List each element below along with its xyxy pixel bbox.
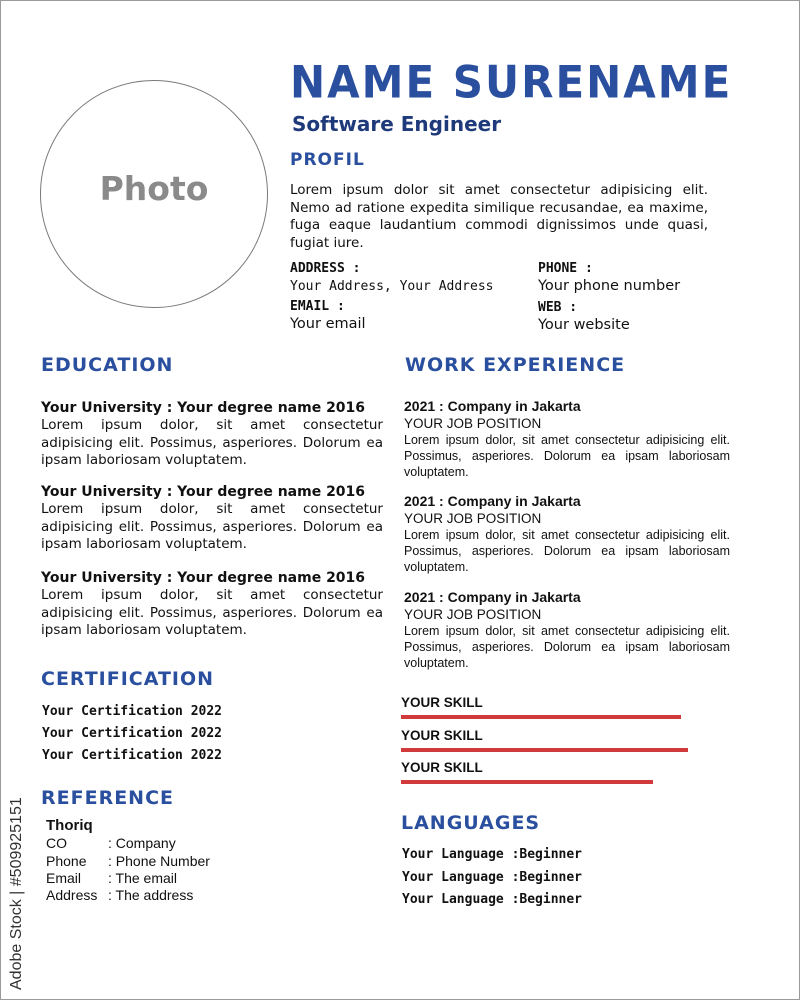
education-item [41,399,383,470]
reference-label: Phone [46,853,87,869]
work-title: 2021 : Company in Jakarta [404,589,581,605]
reference-heading: REFERENCE [41,787,175,809]
work-position: YOUR JOB POSITION [404,511,542,526]
reference-value: : Company [108,835,176,851]
education-title: Your University : Your degree name 2016 [41,484,366,500]
reference-value: : The email [108,870,177,886]
photo-placeholder [40,80,268,308]
certification-item: Your Certification 2022 [42,704,223,719]
language-item: Your Language :Beginner [402,892,583,907]
profile-heading: PROFIL [290,150,365,170]
skill-bar [401,715,681,719]
skill-label: YOUR SKILL [401,695,483,710]
reference-label: CO [46,835,67,851]
certification-item: Your Certification 2022 [42,748,223,763]
phone-label: PHONE : [538,261,593,276]
education-title: Your University : Your degree name 2016 [41,570,366,586]
work-title: 2021 : Company in Jakarta [404,493,581,509]
address-value: Your Address, Your Address [290,279,494,294]
skill-label: YOUR SKILL [401,728,483,743]
reference-row [46,853,210,869]
education-title: Your University : Your degree name 2016 [41,400,366,416]
skill-bar [401,748,688,752]
reference-row [46,870,177,886]
skill-bar [401,780,653,784]
reference-row [46,835,176,851]
work-title: 2021 : Company in Jakarta [404,398,581,414]
job-title: Software Engineer [292,112,502,136]
email-label: EMAIL : [290,299,345,314]
education-text: Lorem ipsum dolor, sit amet consectetur adipisicing elit. Possimus, asperiores. Dolorum ea ipsam laboriosam voluptatem. [41,417,383,468]
web-label: WEB : [538,300,578,315]
reference-label: Address [46,887,98,903]
education-item [41,569,383,640]
stock-watermark: Adobe Stock | #509925151 [8,797,25,990]
reference-label: Email [46,870,82,886]
education-item [41,483,383,554]
certification-item: Your Certification 2022 [42,726,223,741]
work-text: Lorem ipsum dolor, sit amet consectetur adipisicing elit. Possimus, asperiores. Dolorum ea ipsam laboriosam voluptatem. [404,433,730,479]
reference-value: : Phone Number [108,853,210,869]
work-text: Lorem ipsum dolor, sit amet consectetur adipisicing elit. Possimus, asperiores. Dolorum ea ipsam laboriosam voluptatem. [404,528,730,574]
work-position: YOUR JOB POSITION [404,607,542,622]
profile-text: Lorem ipsum dolor sit amet consectetur adipisicing elit. Nemo ad ratione expedita similique recusandae, ea maxime, fuga eaque laudantium commodi dignissimos unde quasi, fugiat iure. [290,182,708,251]
languages-heading: LANGUAGES [401,812,541,834]
work-item [404,589,730,671]
education-heading: EDUCATION [41,354,174,376]
work-text: Lorem ipsum dolor, sit amet consectetur adipisicing elit. Possimus, asperiores. Dolorum ea ipsam laboriosam voluptatem. [404,624,730,670]
work-position: YOUR JOB POSITION [404,416,542,431]
photo-label: Photo [99,169,209,208]
language-item: Your Language :Beginner [402,847,583,862]
work-item [404,493,730,575]
email-value: Your email [290,316,366,332]
education-text: Lorem ipsum dolor, sit amet consectetur adipisicing elit. Possimus, asperiores. Dolorum ea ipsam laboriosam voluptatem. [41,501,383,552]
resume-name: NAME SURENAME [290,56,733,109]
web-value: Your website [538,317,630,333]
certification-heading: CERTIFICATION [41,668,215,690]
address-label: ADDRESS : [290,261,361,276]
reference-value: : The address [108,887,194,903]
skill-label: YOUR SKILL [401,760,483,775]
language-item: Your Language :Beginner [402,870,583,885]
reference-row [46,887,193,903]
work-item [404,398,730,480]
education-text: Lorem ipsum dolor, sit amet consectetur adipisicing elit. Possimus, asperiores. Dolorum ea ipsam laboriosam voluptatem. [41,587,383,638]
phone-value: Your phone number [538,278,681,294]
reference-name: Thoriq [46,817,93,834]
work-heading: WORK EXPERIENCE [405,354,626,376]
